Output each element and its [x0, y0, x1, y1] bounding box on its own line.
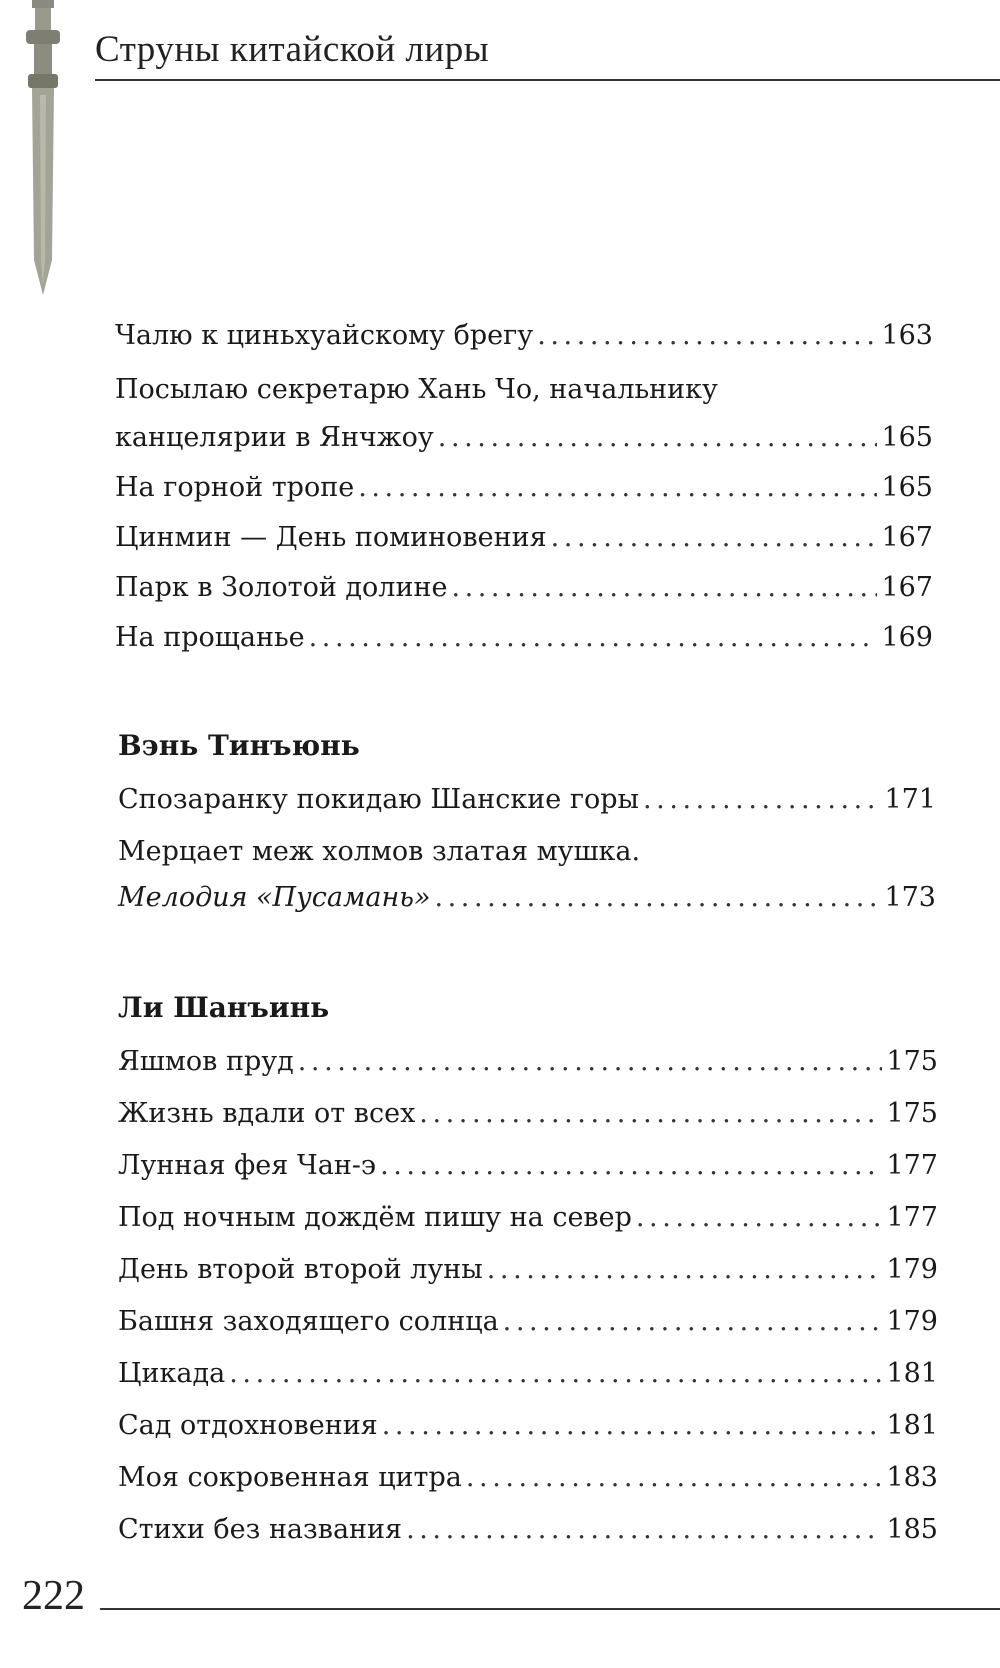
toc-entry-title-line1[interactable]: Посылаю секретарю Хань Чо, начальнику	[115, 374, 718, 405]
toc-entry[interactable]	[115, 420, 933, 456]
toc-entry-title: Спозаранку покидаю Шанские горы	[118, 784, 640, 815]
toc-entry-title: Сад отдохновения	[118, 1410, 378, 1441]
footer-divider	[100, 1608, 1000, 1610]
dot-leader	[419, 1096, 882, 1132]
toc-entry-title-line1[interactable]: Мерцает меж холмов златая мушка.	[118, 836, 641, 867]
toc-entry-title: На горной тропе	[115, 472, 355, 503]
dot-leader	[434, 880, 880, 916]
toc-entry-title: Цинмин — День поминовения	[115, 522, 547, 553]
toc-entry[interactable]	[118, 782, 936, 818]
toc-entry-title: канцелярии в Янчжоу	[115, 422, 434, 453]
toc-entry[interactable]	[118, 1148, 938, 1184]
dot-leader	[537, 318, 877, 354]
toc-entry-title: Мелодия «Пусамань»	[118, 882, 431, 913]
dot-leader	[438, 420, 878, 456]
dot-leader	[382, 1408, 883, 1444]
dot-leader	[229, 1356, 882, 1392]
toc-entry-title: Парк в Золотой долине	[115, 572, 448, 603]
toc-entry[interactable]	[118, 1460, 938, 1496]
toc-entry[interactable]	[118, 1356, 938, 1392]
toc-entry[interactable]	[118, 1096, 938, 1132]
toc-entry-title: Чалю к циньхуайскому брегу	[115, 320, 534, 351]
dot-leader	[466, 1460, 883, 1496]
header-divider	[95, 79, 1000, 81]
running-header-title: Струны китайской лиры	[95, 29, 490, 70]
page-number: 222	[22, 1573, 85, 1619]
section-author-heading: Вэнь Тинъюнь	[118, 729, 360, 762]
toc-entry-page: 167	[881, 522, 933, 553]
toc-entry-title: Под ночным дождём пишу на север	[118, 1202, 632, 1233]
toc-entry-page: 175	[886, 1046, 938, 1077]
toc-entry-page: 185	[886, 1514, 938, 1545]
toc-entry-title: Яшмов пруд	[118, 1046, 294, 1077]
dot-leader	[643, 782, 880, 818]
dot-leader	[309, 620, 878, 656]
dot-leader	[406, 1512, 882, 1548]
toc-entry-page: 171	[884, 784, 936, 815]
dot-leader	[503, 1304, 883, 1340]
toc-entry-page: 181	[886, 1410, 938, 1441]
dot-leader	[487, 1252, 883, 1288]
toc-entry-title: Жизнь вдали от всех	[118, 1098, 416, 1129]
toc-entry[interactable]	[115, 520, 933, 556]
toc-entry[interactable]	[118, 1252, 938, 1288]
toc-entry-title: День второй второй луны	[118, 1254, 483, 1285]
dot-leader	[636, 1200, 883, 1236]
dot-leader	[380, 1148, 882, 1184]
toc-entry[interactable]	[115, 470, 933, 506]
toc-entry-page: 165	[881, 422, 933, 453]
toc-entry[interactable]	[118, 880, 936, 916]
toc-entry-page: 177	[886, 1202, 938, 1233]
toc-entry-page: 179	[886, 1254, 938, 1285]
toc-entry-title: Башня заходящего солнца	[118, 1306, 499, 1337]
toc-entry[interactable]	[115, 318, 933, 354]
sword-ornament-icon	[18, 0, 68, 300]
dot-leader	[358, 470, 877, 506]
toc-entry-title: Стихи без названия	[118, 1514, 403, 1545]
toc-entry-page: 177	[886, 1150, 938, 1181]
toc-entry[interactable]	[118, 1512, 938, 1548]
toc-entry-page: 169	[881, 622, 933, 653]
toc-entry-title: Моя сокровенная цитра	[118, 1462, 462, 1493]
toc-entry[interactable]	[115, 570, 933, 606]
dot-leader	[551, 520, 878, 556]
toc-entry-page: 181	[886, 1358, 938, 1389]
toc-entry-page: 179	[886, 1306, 938, 1337]
toc-entry-page: 165	[881, 472, 933, 503]
section-author-heading: Ли Шанъинь	[118, 991, 330, 1024]
toc-entry[interactable]	[115, 620, 933, 656]
toc-entry-title: На прощанье	[115, 622, 305, 653]
toc-entry[interactable]	[118, 1044, 938, 1080]
toc-entry-title: Лунная фея Чан-э	[118, 1150, 377, 1181]
toc-entry-page: 173	[884, 882, 936, 913]
toc-entry-page: 175	[886, 1098, 938, 1129]
toc-entry-page: 163	[881, 320, 933, 351]
toc-entry-title: Цикада	[118, 1358, 226, 1389]
dot-leader	[298, 1044, 883, 1080]
toc-entry[interactable]	[118, 1200, 938, 1236]
toc-entry[interactable]	[118, 1304, 938, 1340]
toc-entry[interactable]	[118, 1408, 938, 1444]
toc-entry-page: 167	[881, 572, 933, 603]
toc-entry-page: 183	[886, 1462, 938, 1493]
dot-leader	[451, 570, 877, 606]
